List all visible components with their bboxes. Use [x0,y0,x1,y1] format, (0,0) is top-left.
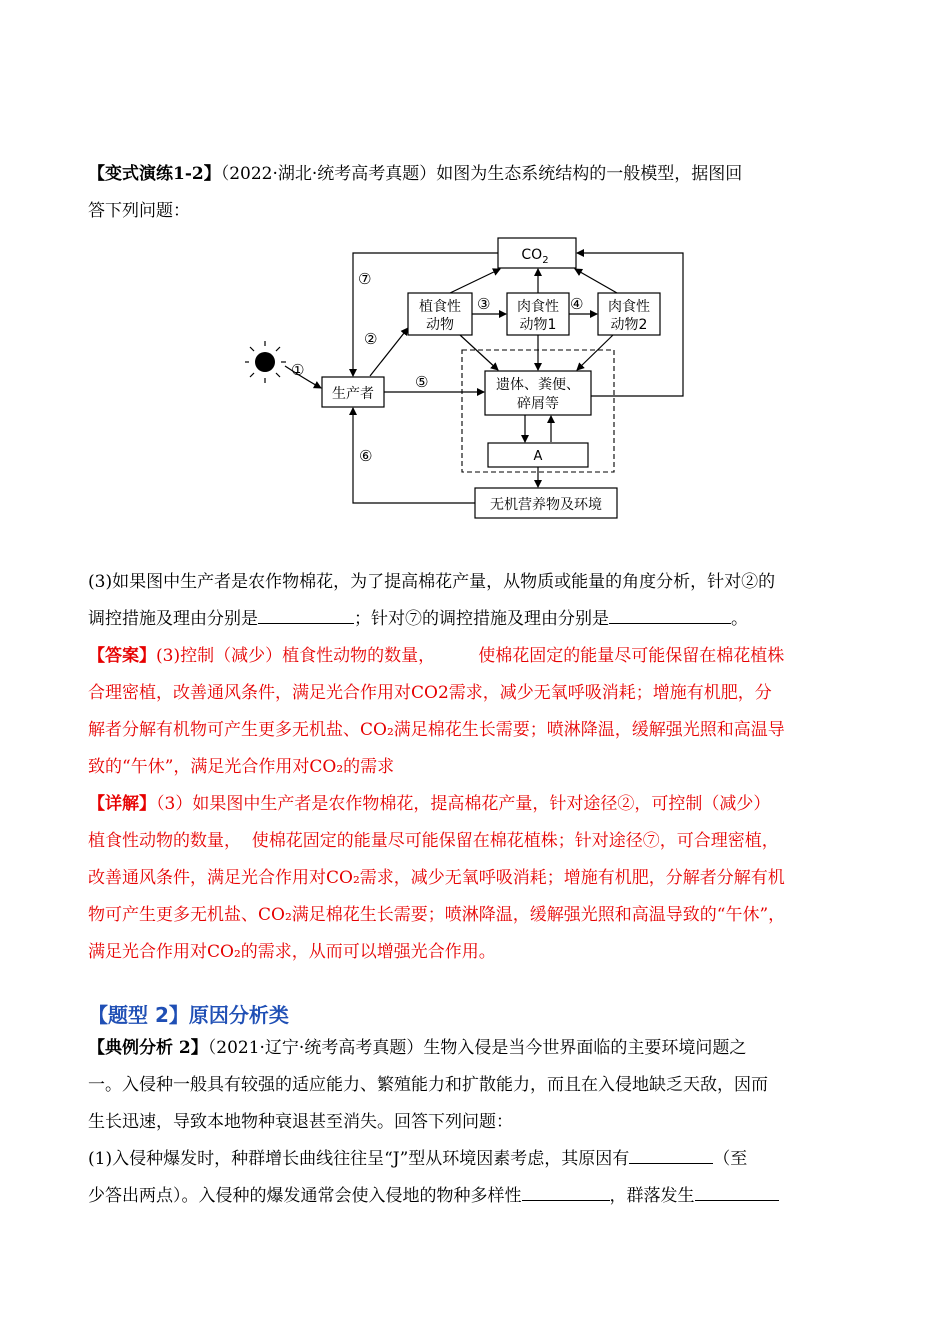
variant-intro [88,156,868,230]
variant-prompt: 答下列问题： [88,201,190,221]
answer-line4: 致的“午休”，满足光合作用对CO₂的需求 [88,757,395,777]
question-3-line1: (3)如果图中生产者是农作物棉花，为了提高棉花产量，从物质或能量的角度分析，针对②的 [88,572,776,592]
detail-block [88,786,868,971]
ecosystem-diagram [245,228,695,528]
example-2-line3: 生长迅速，导致本地物种衰退甚至消失。回答下列问题： [88,1112,513,1132]
carnivore1-label-1: 肉食性 [517,299,559,315]
herbivore-label-1: 植食性 [419,299,461,315]
answer-blank-2[interactable] [609,605,731,624]
label-4: ④ [570,295,584,313]
example-blank-3[interactable] [695,1182,779,1201]
label-3: ③ [477,295,491,313]
answer-line1: (3)控制（减少）植食性动物的数量， 使棉花固定的能量尽可能保留在棉花植株 [156,646,785,666]
inorganic-label: 无机营养物及环境 [490,497,602,513]
answer-label: 【答案】 [88,646,156,666]
detail-line2: 植食性动物的数量， 使棉花固定的能量尽可能保留在棉花植株；针对途径⑦，可合理密植， [88,831,779,851]
variant-heading: 【变式演练1-2】 [88,164,221,184]
label-7: ⑦ [358,270,372,288]
co2-subscript: 2 [542,255,549,266]
detail-line3: 改善通风条件，满足光合作用对CO₂需求，减少无氧呼吸消耗；增施有机肥，分解者分解有机 [88,868,785,888]
example-blank-2[interactable] [522,1182,610,1201]
question-3-part-c: 。 [731,609,748,629]
sun-icon [245,341,286,383]
example-2-line5b: ，群落发生 [609,1186,695,1206]
carnivore2-label-1: 肉食性 [608,299,650,315]
answer-line2: 合理密植，改善通风条件，满足光合作用对CO2需求，减少无氧呼吸消耗；增施有机肥，分 [88,683,772,703]
example-blank-1[interactable] [629,1145,713,1164]
answer-line3: 解者分解有机物可产生更多无机盐、CO₂满足棉花生长需要；喷淋降温，缓解强光照和高温导 [88,720,785,740]
a-label: A [533,449,543,464]
remains-label-1: 遗体、粪便、 [496,377,580,393]
question-3-part-a: 调控措施及理由分别是 [88,609,258,629]
label-6: ⑥ [359,447,373,465]
detail-line1: （3）如果图中生产者是农作物棉花，提高棉花产量，针对途径②，可控制（减少） [156,794,771,814]
answer-block [88,638,868,786]
label-2: ② [364,330,378,348]
section-2-title: 【题型 2】原因分析类 [88,1003,289,1027]
producer-label: 生产者 [332,386,374,402]
question-3-part-b: ；针对⑦的调控措施及理由分别是 [354,609,609,629]
detail-line4: 物可产生更多无机盐、CO₂满足棉花生长需要；喷淋降温，缓解强光照和高温导致的“午休”， [88,905,786,925]
example-2 [88,1030,868,1215]
example-2-line1: （2021·辽宁·统考高考真题）生物入侵是当今世界面临的主要环境问题之 [207,1038,747,1058]
label-5: ⑤ [415,373,429,391]
question-3 [88,564,868,638]
co2-label: CO [521,247,543,263]
remains-label-2: 碎屑等 [517,396,559,412]
example-2-line5a: 少答出两点）。入侵种的爆发通常会使入侵地的物种多样性 [88,1186,522,1206]
herbivore-label-2: 动物 [426,317,454,333]
label-1: ① [291,361,305,379]
example-2-line4b: （至 [713,1149,748,1169]
detail-label: 【详解】 [88,794,156,814]
example-2-label: 【典例分析 2】 [88,1038,208,1058]
answer-blank-1[interactable] [258,605,354,624]
example-2-line4a: (1)入侵种爆发时，种群增长曲线往往呈“J”型从环境因素考虑，其原因有 [88,1149,630,1169]
carnivore2-label-2: 动物2 [610,317,648,333]
variant-source: （2022·湖北·统考高考真题）如图为生态系统结构的一般模型，据图回 [220,164,743,184]
detail-line5: 满足光合作用对CO₂的需求，从而可以增强光合作用。 [88,942,496,962]
carnivore1-label-2: 动物1 [519,317,557,333]
example-2-line2: 一。入侵种一般具有较强的适应能力、繁殖能力和扩散能力，而且在入侵地缺乏天敌，因而 [88,1075,768,1095]
